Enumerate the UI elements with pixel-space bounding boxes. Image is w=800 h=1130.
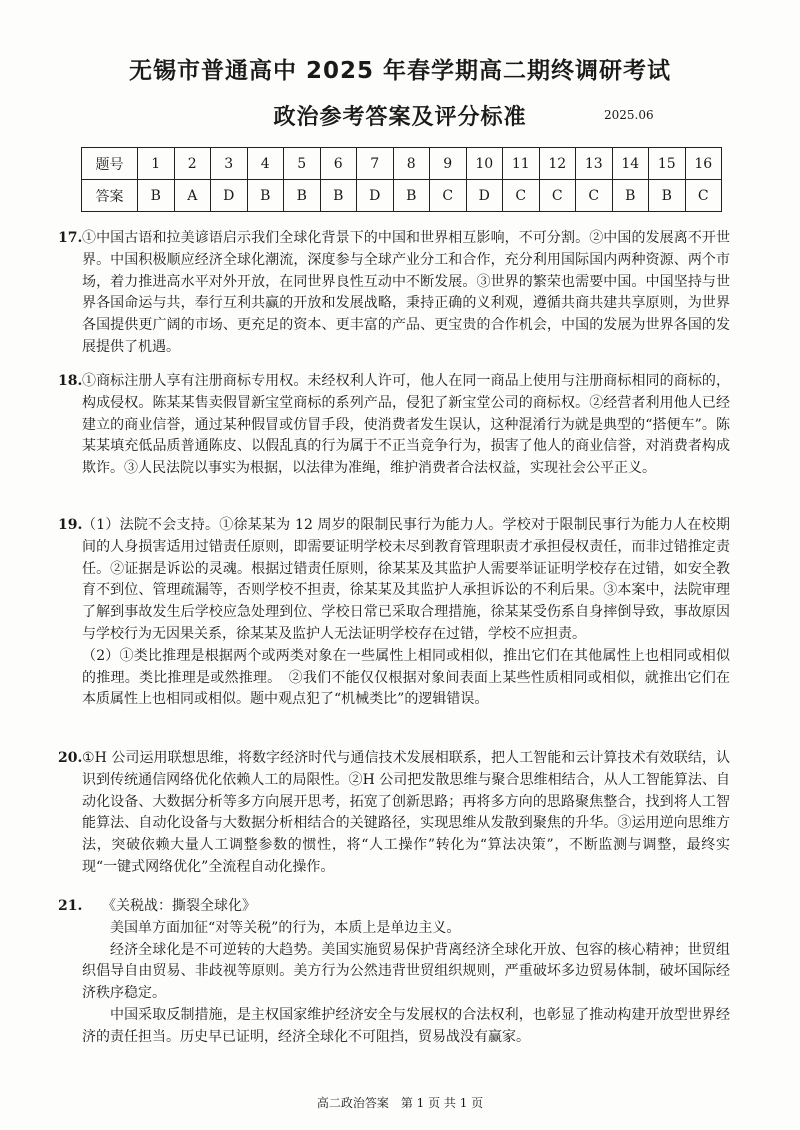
answer-cell: B (649, 180, 686, 212)
answer-18 (58, 371, 730, 480)
answer-17-text: ①中国古语和拉美谚语启示我们全球化背景下的中国和世界相互影响，不可分割。②中国的发展离不开世界。中国积极顺应经济全球化潮流，深度参与全球产业分工和合作，充分利用国际国内两种资源、两个市场，着力推进高水平对外开放，在同世界良性互动中不断发展。③世界的繁荣也需要中国。中国坚持与世界各国命运与共，奉行互利共赢的开放和发展战略，秉持正确的义利观，遵循共商共建共享原则，为世界各国提供更广阔的市场、更充足的资本、更丰富的产品、更宝贵的合作机会，中国的发展为世界各国的发展提供了机遇。 (82, 230, 730, 355)
answer-cell: C (539, 180, 576, 212)
answer-table-answer-row (82, 180, 722, 212)
answer-cell: D (357, 180, 394, 212)
exam-date: 2025.06 (604, 108, 654, 122)
answer-row-label: 答案 (82, 180, 138, 212)
question-number: 10 (466, 148, 503, 180)
question-number: 14 (612, 148, 649, 180)
answer-cell: B (393, 180, 430, 212)
question-number-21: 21. (58, 898, 83, 914)
question-number: 7 (357, 148, 394, 180)
answer-table-number-row (82, 148, 722, 180)
question-number-18: 18. (58, 373, 83, 389)
answer-cell: C (503, 180, 540, 212)
question-number: 5 (284, 148, 321, 180)
answer-20 (58, 748, 730, 879)
question-number: 8 (393, 148, 430, 180)
question-number: 15 (649, 148, 686, 180)
question-number-20: 20. (58, 750, 83, 766)
question-number: 13 (576, 148, 613, 180)
answer-19-part2: （2）①类比推理是根据两个或两类对象在一些属性上相同或相似，推出它们在其他属性上也相同或相似的推理。类比推理是或然推理。 ②我们不能仅仅根据对象间表面上某些性质相同或相似，就推出它们在本质属性上也相同或相似。题中观点犯了“机械类比”的逻辑错误。 (82, 647, 730, 708)
answer-21 (58, 896, 730, 1049)
question-number: 1 (138, 148, 175, 180)
answer-cell: C (576, 180, 613, 212)
answer-cell: B (320, 180, 357, 212)
question-number-17: 17. (58, 230, 83, 246)
answer-cell: C (430, 180, 467, 212)
question-number: 16 (685, 148, 722, 180)
answer-cell: D (211, 180, 248, 212)
answer-table (81, 147, 722, 212)
answer-cell: D (466, 180, 503, 212)
answer-17 (58, 228, 730, 359)
answer-cell: B (284, 180, 321, 212)
question-number-19: 19. (58, 517, 83, 533)
answer-cell: A (174, 180, 211, 212)
answer-21-para-1: 美国单方面加征“对等关税”的行为，本质上是单边主义。 (110, 919, 461, 936)
question-number: 9 (430, 148, 467, 180)
exam-title: 无锡市普通高中 2025 年春学期高二期终调研考试 (128, 58, 672, 84)
answer-21-para-3: 中国采取反制措施，是主权国家维护经济安全与发展权的合法权利，也彰显了推动构建开放型世界经济的责任担当。历史早已证明，经济全球化不可阻挡，贸易战没有赢家。 (82, 1006, 730, 1045)
answer-20-text: ①H 公司运用联想思维，将数字经济时代与通信技术发展相联系，把人工智能和云计算技术有效联结，认识到传统通信网络优化依赖人工的局限性。②H 公司把发散思维与聚合思维相结合，从人工智能算法、自动化设备、大数据分析等多方向展开思考，拓宽了创新思路；再将多方向的思路聚焦整合，找到将人工智能算法、自动化设备与大数据分析相结合的关键路径，实现思维从发散到聚焦的升华。③运用逆向思维方法，突破依赖大量人工调整参数的惯性，将“人工操作”转化为“算法决策”，不断监测与调整，最终实现“一键式网络优化”全流程自动化操作。 (82, 750, 730, 875)
exam-subtitle: 政治参考答案及评分标准 (273, 105, 527, 130)
answer-21-para-2: 经济全球化是不可逆转的大趋势。美国实施贸易保护背离经济全球化开放、包容的核心精神；世贸组织倡导自由贸易、非歧视等原则。美方行为公然违背世贸组织规则，严重破坏多边贸易体制，破坏国际经济秩序稳定。 (82, 941, 730, 1002)
answer-18-text: ①商标注册人享有注册商标专用权。未经权利人许可，他人在同一商品上使用与注册商标相同的商标的，构成侵权。陈某某售卖假冒新宝堂商标的系列产品，侵犯了新宝堂公司的商标权。②经营者利用他人已经建立的商业信誉，通过某种假冒或仿冒手段，使消费者发生误认，这种混淆行为就是典型的“搭便车”。陈某某填充低品质普通陈皮、以假乱真的行为属于不正当竞争行为，损害了他人的商业信誉，对消费者构成欺诈。③人民法院以事实为根据，以法律为准绳，维护消费者合法权益，实现社会公平正义。 (82, 373, 730, 477)
question-number: 6 (320, 148, 357, 180)
number-row-label: 题号 (82, 148, 138, 180)
answer-cell: B (247, 180, 284, 212)
question-number: 3 (211, 148, 248, 180)
question-number: 2 (174, 148, 211, 180)
question-number: 12 (539, 148, 576, 180)
answer-19 (58, 515, 730, 711)
answer-cell: B (612, 180, 649, 212)
answer-19-part1: （1）法院不会支持。①徐某某为 12 周岁的限制民事行为能力人。学校对于限制民事行为能力人在校期间的人身损害适用过错责任原则，即需要证明学校未尽到教育管理职责才承担侵权责任，而非过错推定责任。②证据是诉讼的灵魂。根据过错责任原则，徐某某及其监护人需要举证证明学校存在过错，如安全教育不到位、管理疏漏等，否则学校不担责，徐某某及其监护人承担诉讼的不利后果。③本案中，法院审理了解到事故发生后学校应急处理到位、学校日常已采取合理措施，徐某某受伤系自身摔倒导致，事故原因与学校行为无因果关系，徐某某及监护人无法证明学校存在过错，学校不应担责。 (82, 517, 730, 642)
page-footer: 高二政治答案 第 1 页 共 1 页 (316, 1096, 484, 1110)
question-number: 4 (247, 148, 284, 180)
answer-21-heading: 《关税战：撕裂全球化》 (102, 898, 256, 914)
answer-cell: B (138, 180, 175, 212)
answer-cell: C (685, 180, 722, 212)
question-number: 11 (503, 148, 540, 180)
